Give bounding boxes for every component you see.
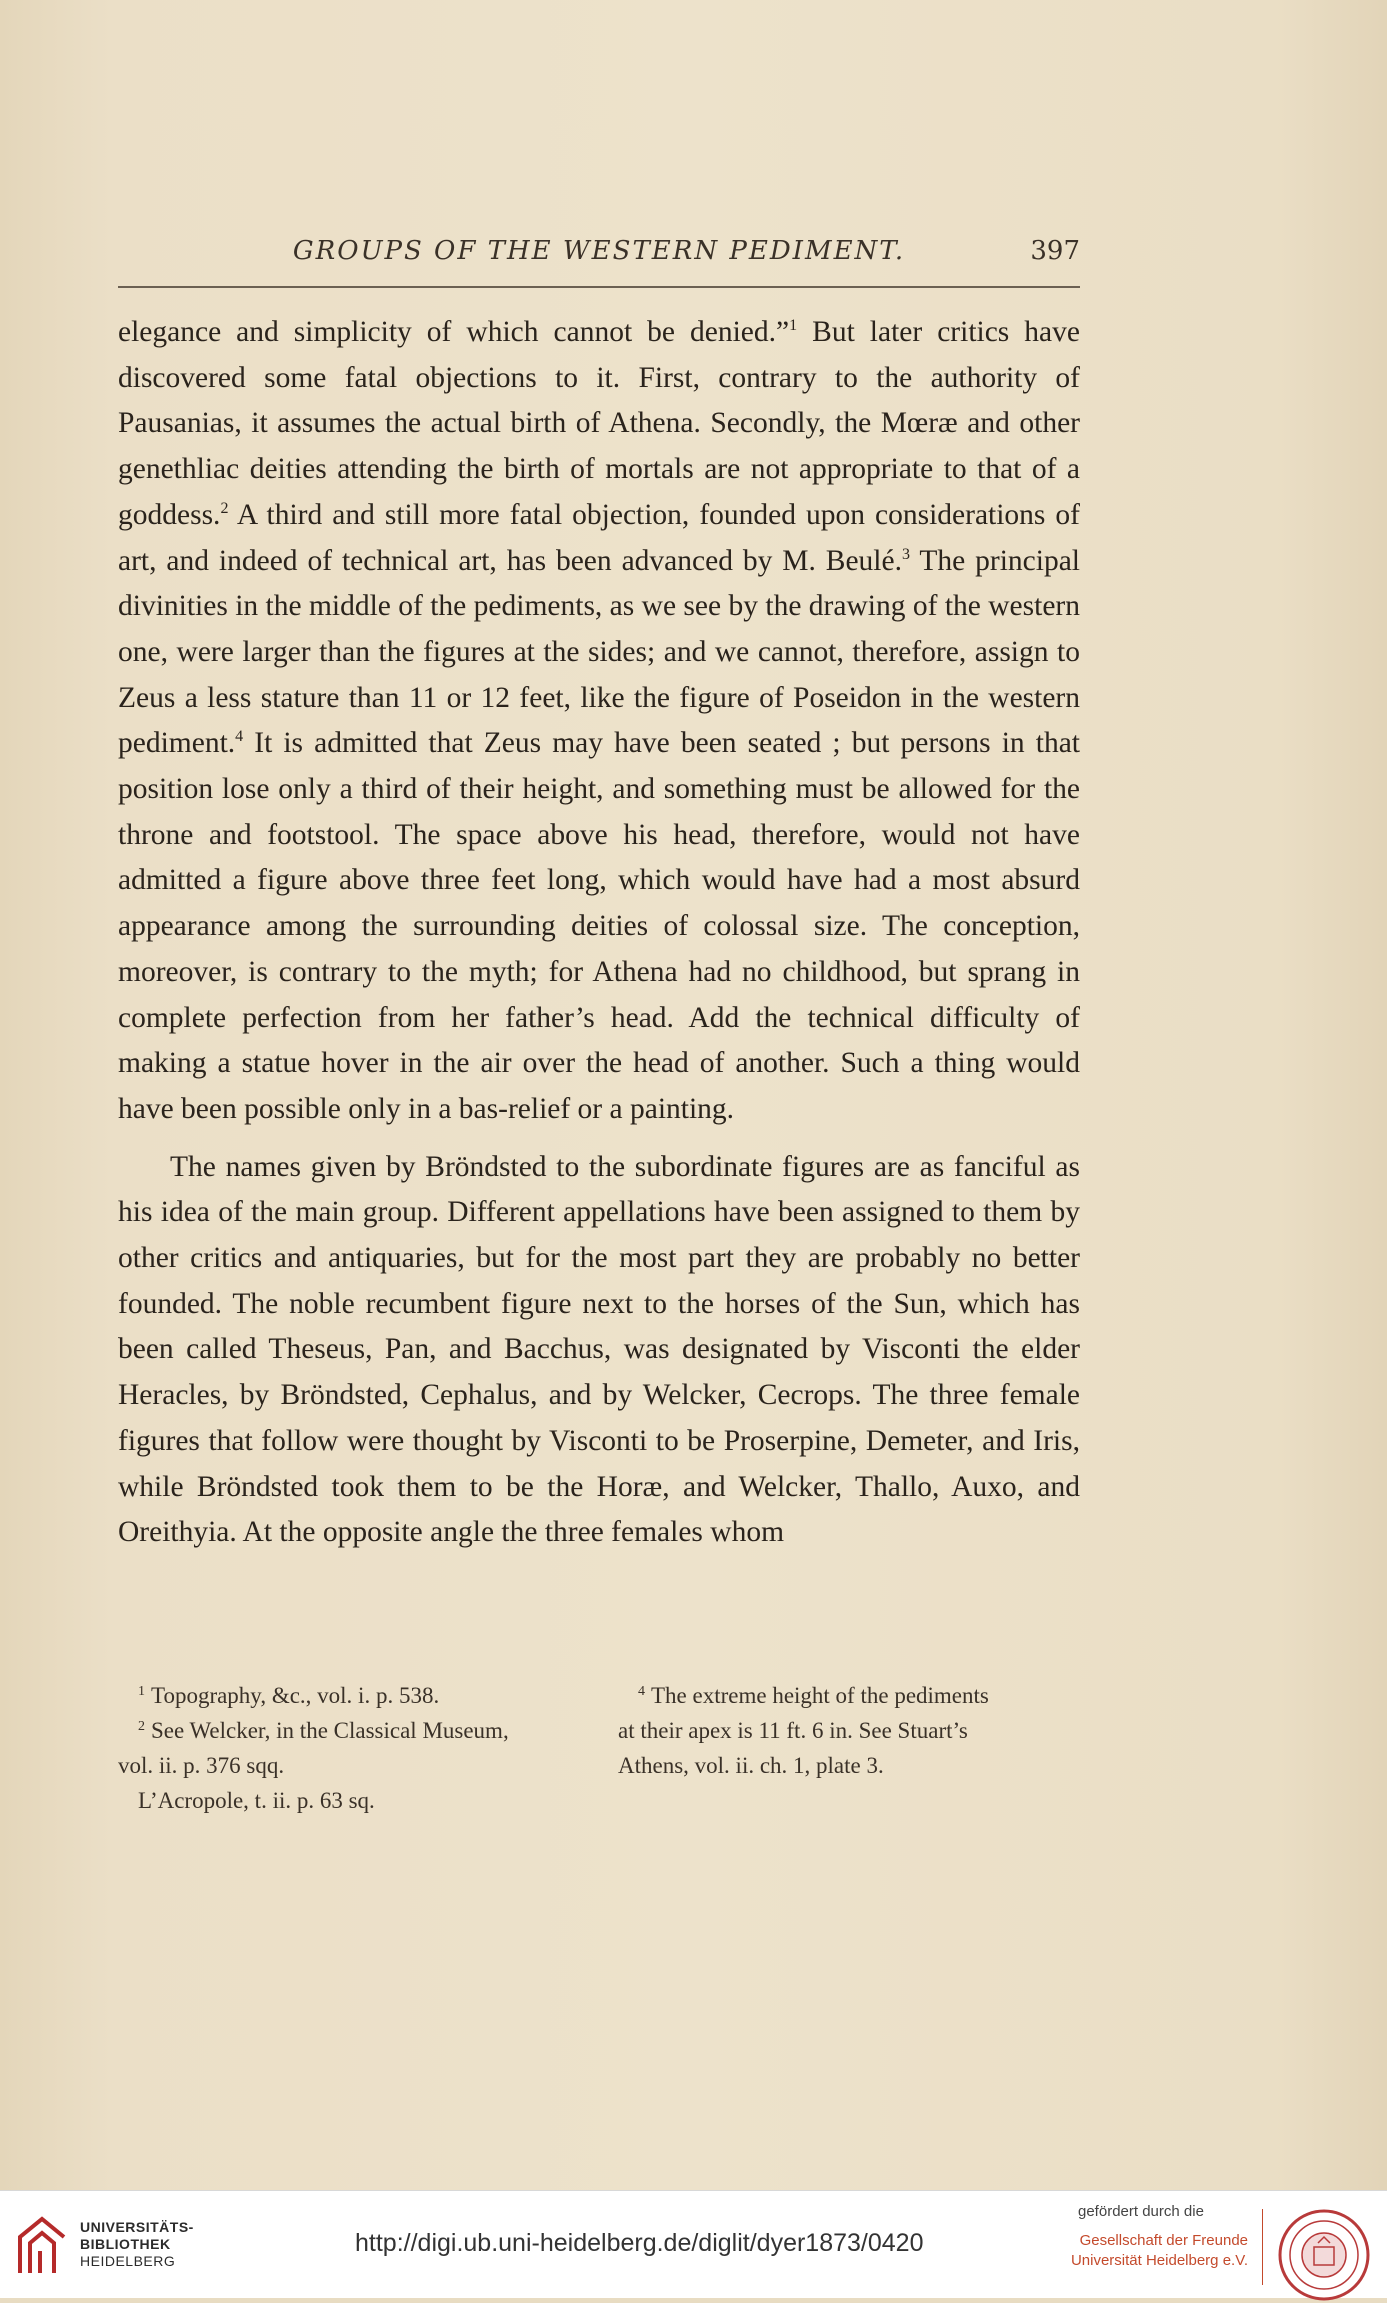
footnote-ref-1[interactable]: 1 xyxy=(789,317,798,334)
text-run: elegance and simplicity of which cannot be denied.” xyxy=(118,316,790,348)
page-number: 397 xyxy=(1030,236,1080,266)
sponsor-name-line: Gesellschaft der Freunde xyxy=(1079,2232,1248,2249)
footnote-text: vol. ii. p. 376 sqq. xyxy=(118,1753,285,1778)
footnote-4 xyxy=(618,1678,1080,1713)
paragraph-1 xyxy=(118,310,1080,1133)
university-seal-icon xyxy=(1276,2207,1372,2303)
library-name-line: HEIDELBERG xyxy=(80,2253,176,2269)
footnote-text: Athens, vol. ii. ch. 1, plate 3. xyxy=(618,1753,884,1778)
footnote-4-cont xyxy=(618,1713,1080,1748)
footnote-text: Topography, &c., vol. i. p. 538. xyxy=(151,1683,440,1708)
footnote-3 xyxy=(118,1783,588,1818)
permalink-url[interactable]: http://digi.ub.uni-heidelberg.de/diglit/dyer1873/0420 xyxy=(355,2229,924,2257)
footnotes-right-column xyxy=(618,1678,1080,1783)
footnote-ref-2[interactable]: 2 xyxy=(220,499,229,517)
library-name xyxy=(80,2219,194,2270)
sponsor-name xyxy=(1068,2231,1248,2271)
footnote-2-cont xyxy=(118,1748,588,1783)
footnote-text: The extreme height of the pediments xyxy=(651,1683,989,1708)
text-run: But later critics have discovered some fatal objections to it. First, contrary to the authority of Pausanias, it assumes the actual birth of Athena. Secondly, the Mœræ and other genethliac deities attending the birth of mortals are not appropriate to that of a goddess. xyxy=(118,316,1080,531)
running-title: GROUPS OF THE WESTERN PEDIMENT. xyxy=(292,236,906,266)
library-name-line: UNIVERSITÄTS- xyxy=(80,2219,194,2235)
text-run: The principal divinities in the middle of the pediments, as we see by the drawing of the western one, were larger than the figures at the sides; and we cannot, therefore, assign to Zeus a less stature than 11 or 12 feet, like the figure of Poseidon in the western pediment. xyxy=(118,544,1080,760)
footnote-1 xyxy=(118,1678,588,1713)
footnote-text: L’Acropole, t. ii. p. 63 sq. xyxy=(138,1788,375,1813)
footnote-ref-3[interactable]: 3 xyxy=(901,545,910,563)
body-text xyxy=(118,310,1080,1556)
footer-bar xyxy=(0,2190,1387,2298)
footnote-text: See Welcker, in the Classical Museum, xyxy=(151,1718,509,1743)
text-run: A third and still more fatal objection, founded upon considerations of art, and indeed of technical art, has been advanced by M. Beulé. xyxy=(118,498,1080,577)
sponsor-label: gefördert durch die xyxy=(1078,2203,1204,2220)
footnote-ref-4[interactable]: 4 xyxy=(235,728,244,746)
footnote-4-cont xyxy=(618,1748,1080,1783)
sponsor-name-line: Universität Heidelberg e.V. xyxy=(1070,2252,1248,2269)
footnote-text: at their apex is 11 ft. 6 in. See Stuart’s xyxy=(618,1718,968,1743)
footnotes-left-column xyxy=(118,1678,588,1818)
paragraph-2: The names given by Bröndsted to the subordinate figures are as fanciful as his idea of the main group. Different appellations have been assigned to them by other critics and antiquaries, but for the most part they are probably no better founded. The noble recumbent figure next to the horses of the Sun, which has been called Theseus, Pan, and Bacchus, was designated by Visconti the elder Heracles, by Bröndsted, Cephalus, and by Welcker, Cecrops. The three female figures that follow were thought by Visconti to be Proserpine, Demeter, and Iris, while Bröndsted took them to be the Horæ, and Welcker, Thallo, Auxo, and Oreithyia. At the opposite angle the three females whom xyxy=(118,1150,1080,1549)
header-rule xyxy=(118,286,1080,288)
sponsor-divider xyxy=(1262,2209,1263,2285)
library-logo-icon[interactable] xyxy=(14,2211,70,2281)
footnote-2 xyxy=(118,1713,588,1748)
footnote-mark: 1 xyxy=(138,1684,145,1699)
library-name-line: BIBLIOTHEK xyxy=(80,2236,171,2252)
text-run: It is admitted that Zeus may have been seated ; but persons in that position lose only a third of their height, and something must be allowed for the throne and footstool. The space above his head, therefore, would not have admitted a figure above three feet long, which would have had a most absurd appearance among the surrounding deities of colossal size. The conception, moreover, is contrary to the myth; for Athena had no childhood, but sprang in complete perfection from her father’s head. Add the technical difficulty of making a statue hover in the air over the head of another. Such a thing would have been possible only in a bas-relief or a painting. xyxy=(118,727,1080,1125)
footnote-mark: 4 xyxy=(638,1684,645,1699)
page-header xyxy=(118,236,1080,276)
footnote-mark: 2 xyxy=(138,1719,145,1734)
